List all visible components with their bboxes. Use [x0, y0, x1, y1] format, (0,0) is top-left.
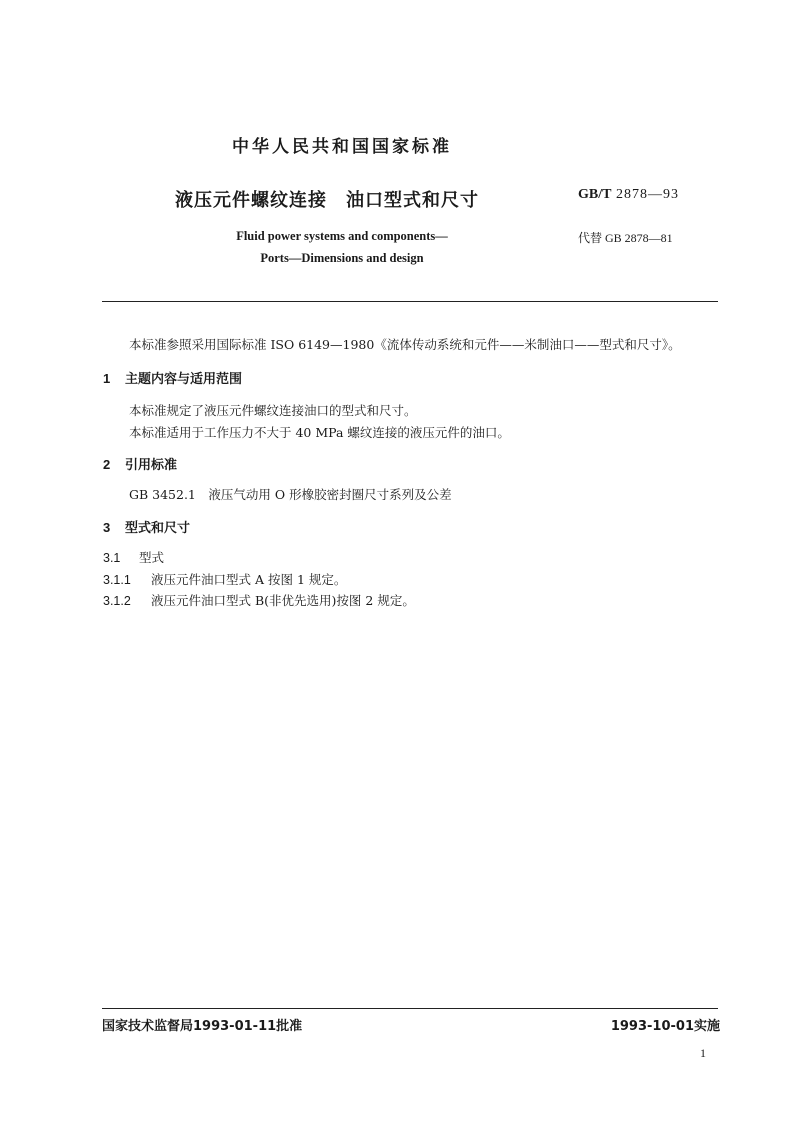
- clause-3-1: [103, 548, 164, 566]
- intro-paragraph: 本标准参照采用国际标准 ISO 6149—1980《流体传动系统和元件——米制油口——型式和尺寸》。: [129, 337, 681, 352]
- clause-3-1-2: [103, 591, 415, 609]
- section-1-number: 1: [103, 371, 111, 386]
- clause-3-1-1-number: 3.1.1: [103, 573, 131, 587]
- document-title-cn: 液压元件螺纹连接 油口型式和尺寸: [175, 190, 479, 211]
- replaces-note: 代替 GB 2878—81: [578, 231, 673, 245]
- section-3-heading: [103, 517, 190, 536]
- document-title-en-line1: Fluid power systems and components—: [236, 229, 448, 243]
- header-divider: [102, 301, 718, 302]
- section-1-heading: [103, 368, 242, 387]
- standard-code: [578, 187, 679, 203]
- section-1-title: 主题内容与适用范围: [125, 372, 243, 387]
- standard-code-number: 2878—93: [615, 187, 679, 202]
- clause-3-1-text: 型式: [139, 550, 165, 565]
- section-2-heading: [103, 454, 177, 473]
- section-1-paragraph-1: 本标准规定了液压元件螺纹连接油口的型式和尺寸。: [129, 403, 417, 418]
- section-2-number: 2: [103, 457, 111, 472]
- clause-3-1-2-number: 3.1.2: [103, 594, 131, 608]
- approval-note: 国家技术监督局1993-01-11批准: [102, 1019, 303, 1034]
- section-1-paragraph-2: 本标准适用于工作压力不大于 40 MPa 螺纹连接的液压元件的油口。: [129, 425, 510, 440]
- footer-divider: [102, 1008, 718, 1009]
- effective-date: 1993-10-01实施: [610, 1019, 720, 1034]
- clause-3-1-1: [103, 570, 346, 588]
- document-title-en-line2: Ports—Dimensions and design: [260, 251, 424, 265]
- standard-code-prefix: GB/T: [578, 187, 612, 202]
- standard-name: 中华人民共和国国家标准: [232, 137, 452, 157]
- section-3-number: 3: [103, 520, 111, 535]
- clause-3-1-2-text: 液压元件油口型式 B(非优先选用)按图 2 规定。: [151, 593, 415, 608]
- section-2-title: 引用标准: [125, 458, 178, 473]
- clause-3-1-1-text: 液压元件油口型式 A 按图 1 规定。: [151, 572, 347, 587]
- section-3-title: 型式和尺寸: [125, 521, 191, 536]
- clause-3-1-number: 3.1: [103, 551, 121, 565]
- referenced-standard: GB 3452.1 液压气动用 O 形橡胶密封圈尺寸系列及公差: [129, 487, 452, 502]
- page-number: 1: [700, 1046, 706, 1060]
